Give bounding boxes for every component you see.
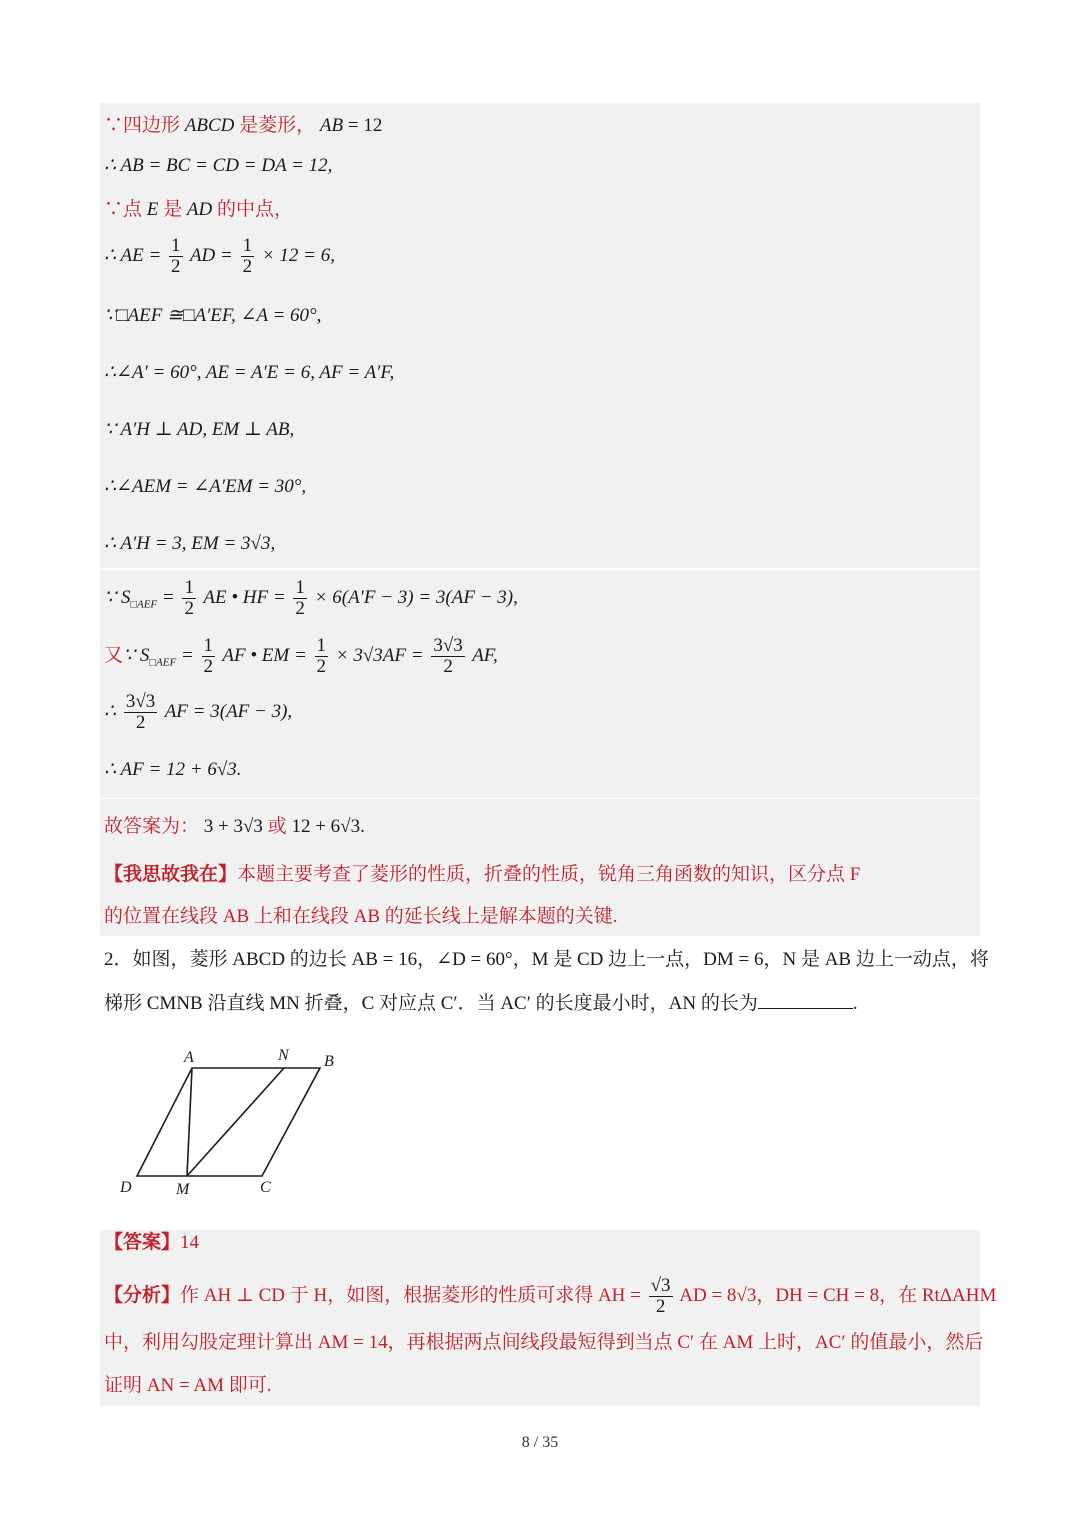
expr: × 12 = 6, [261,244,336,266]
expr: AE • HF = [203,586,286,608]
expr: AF • EM = [222,644,307,666]
answer-tag: 【答案】 [104,1232,181,1253]
solution-line-5: ∵□AEF ≅□A′EF, ∠A = 60°, [104,305,322,326]
solution-line-9: ∴ A′H = 3, EM = 3√3, [104,533,276,554]
fraction-den: 2 [295,598,305,619]
fraction [202,636,216,677]
math-abcd: ABCD [184,115,235,136]
fraction [124,692,157,733]
rhombus-diagram [112,1040,352,1205]
problem-text: 梯形 CMNB 沿直线 MN 折叠，C 对应点 C′．当 AC′ 的长度最小时，AN 的长为 [104,993,758,1014]
math-value: = 12 [343,115,383,136]
analysis-tag: 【分析】 [104,1284,181,1306]
solution-line-1 [104,114,382,138]
fraction [169,236,183,277]
fraction [649,1276,673,1317]
analysis-line-2: 中，利用勾股定理计算出 AM = 14，再根据两点间线段最短得到当点 C′ 在 AM 上时，AC′ 的值最小，然后 [104,1332,984,1353]
expr: = [157,586,175,608]
premise-text: 又 [104,644,124,666]
expr: AD = [189,244,233,266]
fraction-num: 1 [242,235,253,256]
premise-text: 的中点， [212,199,293,220]
problem-2-line-1: 2．如图，菱形 ABCD 的边长 AB = 16，∠D = 60°，M 是 CD 边上一点，DM = 6，N 是 AB 边上一动点，将 [104,949,989,970]
reflection-text: 本题主要考查了菱形的性质，折叠的性质，锐角三角函数的知识，区分点 F [237,864,861,885]
reflection-line-2: 的位置在线段 AB 上和在线段 AB 的延长线上是解本题的关键. [104,906,618,927]
solution-line-11 [104,636,498,677]
problem-2-line-2 [104,990,858,1016]
answer-or: 或 [267,816,287,837]
fraction-num: 1 [316,635,327,656]
answer-line [104,815,365,839]
premise-text: 是 [158,199,187,220]
expr: ∴ AE = [104,244,162,266]
solution-line-7: ∵ A′H ⊥ AD, EM ⊥ AB, [104,419,295,440]
fraction-den: 2 [203,656,213,677]
expr: = [176,644,194,666]
fraction-den: 2 [184,598,194,619]
label-n: N [278,1047,289,1064]
answer-2-line [104,1231,199,1255]
page-number: 8 / 35 [521,1434,559,1451]
fraction-num: 3√3 [125,691,156,712]
fraction [182,578,196,619]
reflection-line-1 [104,863,860,887]
solution-line-4 [104,236,335,277]
answer-value-2: 12 + 6√3. [291,816,365,837]
fraction [315,636,329,677]
expr: AF, [472,644,498,666]
fraction-num: 3√3 [433,635,463,656]
answer-blank [758,990,853,1009]
answer-label: 故答案为： [104,816,200,837]
expr: AF = 3(AF − 3), [164,700,293,722]
block-divider [100,568,980,570]
fraction-num: 1 [295,577,305,598]
fraction [431,636,464,677]
solution-line-8: ∴∠AEM = ∠A′EM = 30°, [104,476,307,497]
label-d: D [120,1179,132,1196]
fraction-den: 2 [316,656,327,677]
solution-line-2: ∴ AB = BC = CD = DA = 12, [104,155,333,176]
label-a: A [184,1049,194,1066]
expr: ∵ S [104,586,131,608]
label-b: B [324,1053,334,1070]
fraction-den: 2 [135,712,146,733]
expr: × 3√3AF = [335,644,424,666]
subscript: □AEF [149,656,177,669]
segment-mn [187,1068,284,1176]
analysis-text: AD = 8√3，DH = CH = 8，在 RtΔAHM [679,1284,997,1306]
reflection-tag: 【我思故我在】 [104,864,238,885]
fraction-num: 1 [171,235,181,256]
math-ab: AB [319,115,344,136]
subscript: □AEF [130,598,158,611]
answer-value-1: 3 + 3√3 [203,816,263,837]
math-ad: AD [186,199,213,220]
fraction [293,578,307,619]
fraction-num: 1 [203,635,213,656]
solution-line-6: ∴∠A′ = 60°, AE = A′E = 6, AF = A′F, [104,362,395,383]
analysis-line-1 [104,1276,996,1317]
premise-text: ∵四边形 [104,115,185,136]
label-c: C [260,1179,271,1196]
premise-text: ∵点 [104,199,147,220]
fraction-num: 1 [184,577,194,598]
expr: ∴ [104,700,117,722]
analysis-line-3: 证明 AN = AM 即可. [104,1375,272,1396]
fraction-den: 2 [655,1296,666,1317]
rhombus-abcd [137,1068,320,1176]
fraction-den: 2 [171,256,181,277]
premise-text: 是菱形， [234,115,316,136]
math-e: E [146,199,159,220]
solution-line-13: ∴ AF = 12 + 6√3. [104,759,242,780]
solution-line-3 [104,198,293,222]
expr: ∵ S [123,644,150,666]
label-m: M [176,1181,190,1198]
answer-value: 14 [180,1232,200,1253]
expr: × 6(A′F − 3) = 3(AF − 3), [314,586,518,608]
fraction-num: √3 [650,1275,671,1296]
solution-line-12 [104,692,292,733]
segment-am [187,1068,192,1176]
solution-line-10 [104,578,518,619]
problem-text-end: . [852,993,858,1014]
fraction [241,236,255,277]
fraction-den: 2 [443,656,453,677]
rhombus-figure [112,1040,352,1205]
analysis-text: 作 AH ⊥ CD 于 H，如图，根据菱形的性质可求得 AH = [180,1284,641,1306]
fraction-den: 2 [242,256,253,277]
